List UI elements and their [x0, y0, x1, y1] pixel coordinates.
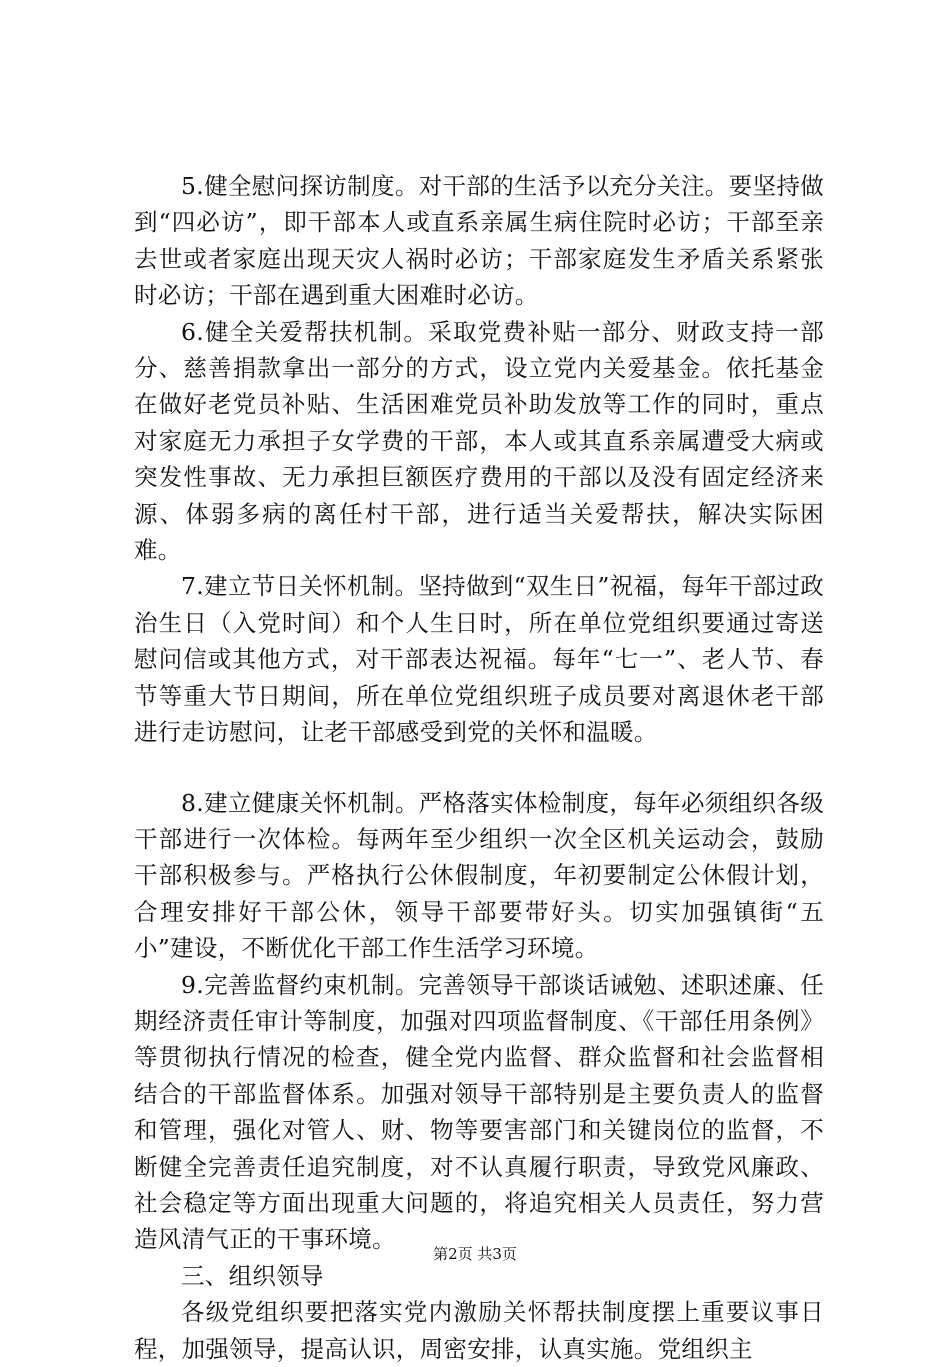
paragraph-organization: 各级党组织要把落实党内激励关怀帮扶制度摆上重要议事日程，加强领导，提高认识，周密安排，认真实施。党组织主: [134, 1298, 824, 1363]
section-heading-organization: 三、组织领导: [181, 1261, 324, 1290]
paragraph-health-care: 8.建立健康关怀机制。严格落实体检制度，每年必须组织各级干部进行一次体检。每两年至少组织一次全区机关运动会，鼓励干部积极参与。严格执行公休假制度，年初要制定公休假计划，合理安排好干部公休，领导干部要带好头。切实加强镇街“五小”建设，不断优化干部工作生活学习环境。: [134, 788, 824, 963]
paragraph-care-assistance: 6.健全关爱帮扶机制。采取党费补贴一部分、财政支持一部分、慈善捐款拿出一部分的方式，设立党内关爱基金。依托基金在做好老党员补贴、生活困难党员补助发放等工作的同时，重点对家庭无力承担子女学费的干部，本人或其直系亲属遭受大病或突发性事故、无力承担巨额医疗费用的干部以及没有固定经济来源、体弱多病的离任村干部，进行适当关爱帮扶，解决实际困难。: [134, 317, 824, 565]
paragraph-holiday-care: 7.建立节日关怀机制。坚持做到“双生日”祝福，每年干部过政治生日（入党时间）和个人生日时，所在单位党组织要通过寄送慰问信或其他方式，对干部表达祝福。每年“七一”、老人节、春节等重大节日期间，所在单位党组织班子成员要对离退休老干部进行走访慰问，让老干部感受到党的关怀和温暖。: [134, 572, 824, 747]
page-footer: 第2页 共3页: [433, 1245, 517, 1263]
document-body: [134, 168, 824, 1367]
paragraph-visits: 5.健全慰问探访制度。对干部的生活予以充分关注。要坚持做到“四必访”，即干部本人或直系亲属生病住院时必访；干部至亲去世或者家庭出现天灾人祸时必访；干部家庭发生矛盾关系紧张时必访；干部在遇到重大困难时必访。: [134, 172, 824, 310]
paragraph-supervision: 9.完善监督约束机制。完善领导干部谈话诫勉、述职述廉、任期经济责任审计等制度，加强对四项监督制度、《干部任用条例》等贯彻执行情况的检查，健全党内监督、群众监督和社会监督相结合的干部监督体系。加强对领导干部特别是主要负责人的监督和管理，强化对管人、财、物等要害部门和关键岗位的监督，不断健全完善责任追究制度，对不认真履行职责，导致党风廉政、社会稳定等方面出现重大问题的，将追究相关人员责任，努力营造风清气正的干事环境。: [134, 970, 824, 1254]
